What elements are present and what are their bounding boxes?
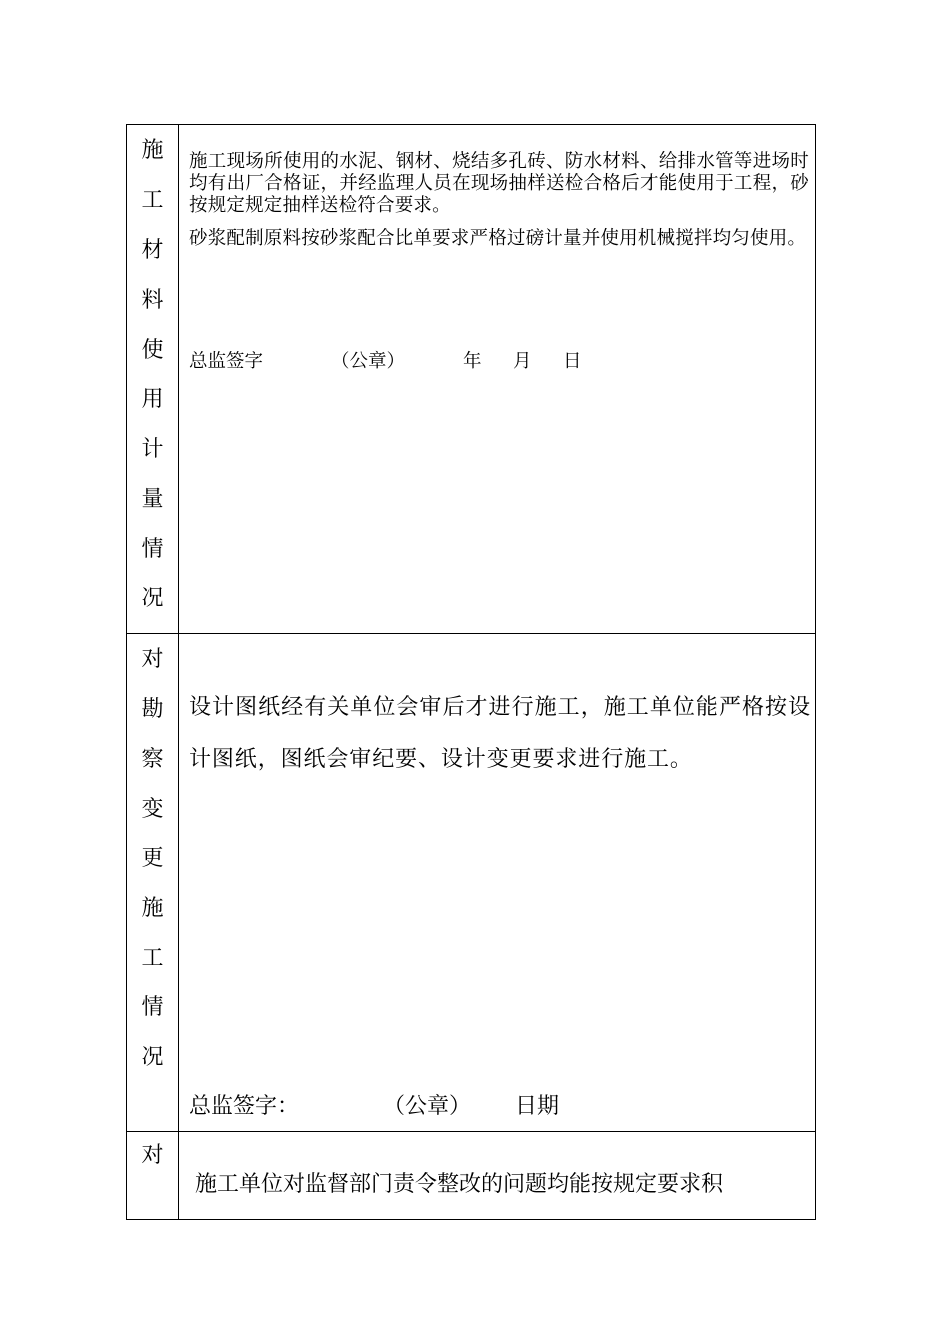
label-char: 使	[141, 338, 164, 363]
year-label: 年	[463, 351, 482, 372]
signature-line	[189, 350, 609, 374]
seal-label: （公章）	[383, 1094, 472, 1119]
section-content	[179, 1132, 815, 1219]
date-label: 日期	[515, 1094, 560, 1119]
label-char: 察	[141, 747, 164, 772]
mortar-paragraph: 砂浆配制原料按砂浆配合比单要求严格过磅计量并使用机械搅拌均匀使用。	[189, 228, 807, 249]
signature-label: 总监签字：	[189, 1094, 300, 1119]
label-char: 勘	[141, 697, 164, 722]
label-char: 变	[141, 797, 164, 822]
inspection-table	[126, 124, 816, 1220]
label-char: 对	[141, 1143, 164, 1168]
label-char: 更	[141, 846, 164, 871]
label-char: 计	[141, 437, 164, 462]
signature-line	[189, 1094, 609, 1120]
label-char: 对	[141, 647, 164, 672]
label-char: 施	[141, 138, 164, 163]
section-label-vertical	[127, 634, 179, 1131]
design-paragraph: 设计图纸经有关单位会审后才进行施工，施工单位能严格按设计图纸，图纸会审纪要、设计变更要求进行施工。	[189, 695, 811, 772]
material-paragraph: 施工现场所使用的水泥、钢材、烧结多孔砖、防水材料、给排水管等进场时均有出厂合格证，并经监理人员在现场抽样送检合格后才能使用于工程，砂按规定规定抽样送检符合要求。	[189, 151, 809, 216]
section-rectification	[127, 1131, 815, 1219]
section-label-vertical	[127, 125, 179, 633]
section-survey-change	[127, 633, 815, 1131]
signature-label: 总监签字	[189, 351, 264, 372]
section-label-vertical	[127, 1132, 179, 1219]
label-char: 用	[141, 387, 164, 412]
label-char: 料	[141, 288, 164, 313]
label-char: 情	[141, 995, 164, 1020]
section-content	[179, 125, 815, 633]
section-content	[179, 634, 815, 1131]
label-char: 工	[141, 188, 164, 213]
rectification-paragraph: 施工单位对监督部门责令整改的问题均能按规定要求积	[195, 1172, 724, 1197]
day-label: 日	[563, 351, 582, 372]
month-label: 月	[513, 351, 532, 372]
label-char: 量	[141, 487, 164, 512]
label-char: 材	[141, 238, 164, 263]
label-char: 情	[141, 537, 164, 562]
label-char: 工	[141, 946, 164, 971]
label-char: 施	[141, 896, 164, 921]
seal-label: （公章）	[331, 351, 406, 372]
label-char: 况	[141, 586, 164, 611]
section-material-usage	[127, 125, 815, 633]
label-char: 况	[141, 1045, 164, 1070]
